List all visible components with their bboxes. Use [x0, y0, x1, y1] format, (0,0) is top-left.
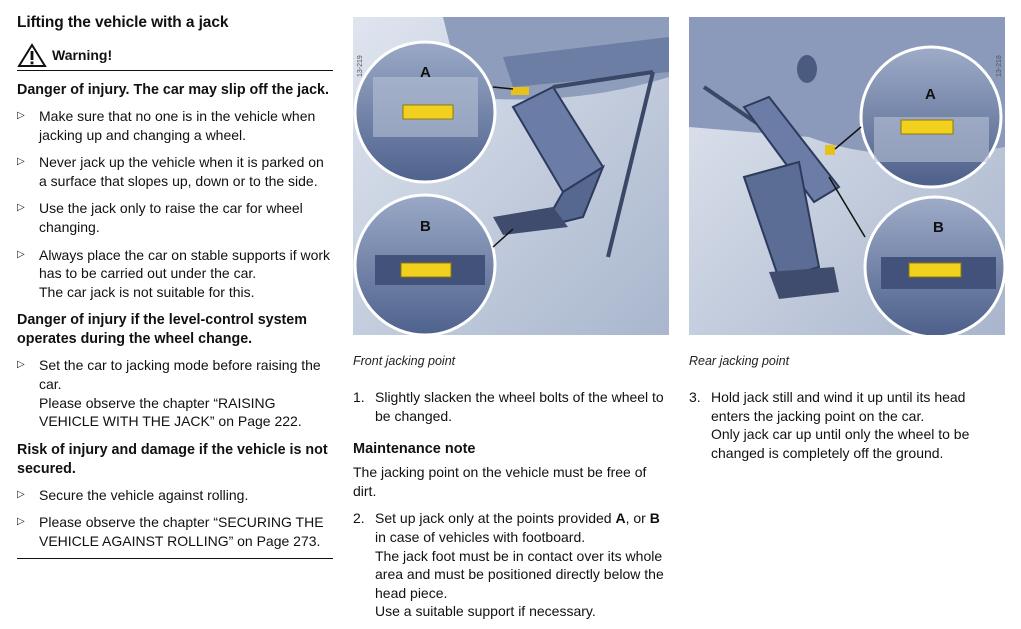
label-a-front: A	[420, 64, 431, 81]
page-title: Lifting the vehicle with a jack	[17, 14, 229, 31]
figure-code-rear: 13-218	[996, 55, 1003, 77]
warning-header	[17, 40, 333, 71]
middle-column	[353, 388, 669, 621]
rear-jacking-photo	[689, 17, 1005, 335]
list-item: ▷ Set the car to jacking mode before raising the car. Please observe the chapter “RAISING VEHICLE WITH THE JACK” on Page 222.	[17, 356, 333, 430]
list-item: ▷ Secure the vehicle against rolling.	[17, 486, 333, 505]
list-item: ▷ Make sure that no one is in the vehicle when jacking up and changing a wheel.	[17, 107, 333, 144]
step-1: 1. Slightly slacken the wheel bolts of the wheel to be changed.	[353, 389, 664, 424]
list-item: ▷ Use the jack only to raise the car for wheel changing.	[17, 199, 333, 236]
warning-heading-not-secured: Risk of injury and damage if the vehicle is not secured.	[17, 441, 328, 477]
front-jacking-photo	[353, 17, 669, 335]
caption-rear: Rear jacking point	[689, 354, 790, 368]
left-column	[17, 0, 333, 559]
warning-list-level-control	[17, 356, 333, 430]
warning-heading-slip: Danger of injury. The car may slip off the jack.	[17, 82, 329, 98]
warning-list-not-secured	[17, 486, 333, 551]
figure-code-front: 13-219	[357, 55, 364, 77]
list-item: ▷ Please observe the chapter “SECURING THE VEHICLE AGAINST ROLLING” on Page 273.	[17, 513, 333, 550]
list-item: ▷ Never jack up the vehicle when it is parked on a surface that slopes up, down or to the side.	[17, 153, 333, 190]
section-divider	[17, 558, 333, 559]
maintenance-note-text: The jacking point on the vehicle must be free of dirt.	[353, 464, 647, 499]
step-2: 2. Set up jack only at the points provided A, or B in case of vehicles with footboard. The jack foot must be in contact over its whole area and must be positioned directly below the head piece. Use a suitable support if necessary.	[353, 510, 664, 620]
right-column	[689, 388, 1005, 462]
label-b-rear: B	[933, 219, 944, 236]
caption-front: Front jacking point	[353, 354, 456, 368]
warning-triangle-icon	[17, 43, 47, 67]
label-a-rear: A	[925, 86, 936, 103]
warning-heading-level-control: Danger of injury if the level-control system operates during the wheel change.	[17, 312, 307, 348]
list-item: ▷ Always place the car on stable supports if work has to be carried out under the car. The car jack is not suitable for this.	[17, 246, 333, 302]
warning-label: Warning!	[52, 47, 113, 63]
maintenance-note-heading: Maintenance note	[353, 441, 476, 458]
warning-list-slip	[17, 107, 333, 301]
step-3: 3. Hold jack still and wind it up until its head enters the jacking point on the car. Only jack car up until only the wheel to be changed is completely off the ground.	[689, 389, 970, 461]
label-b-front: B	[420, 218, 431, 235]
